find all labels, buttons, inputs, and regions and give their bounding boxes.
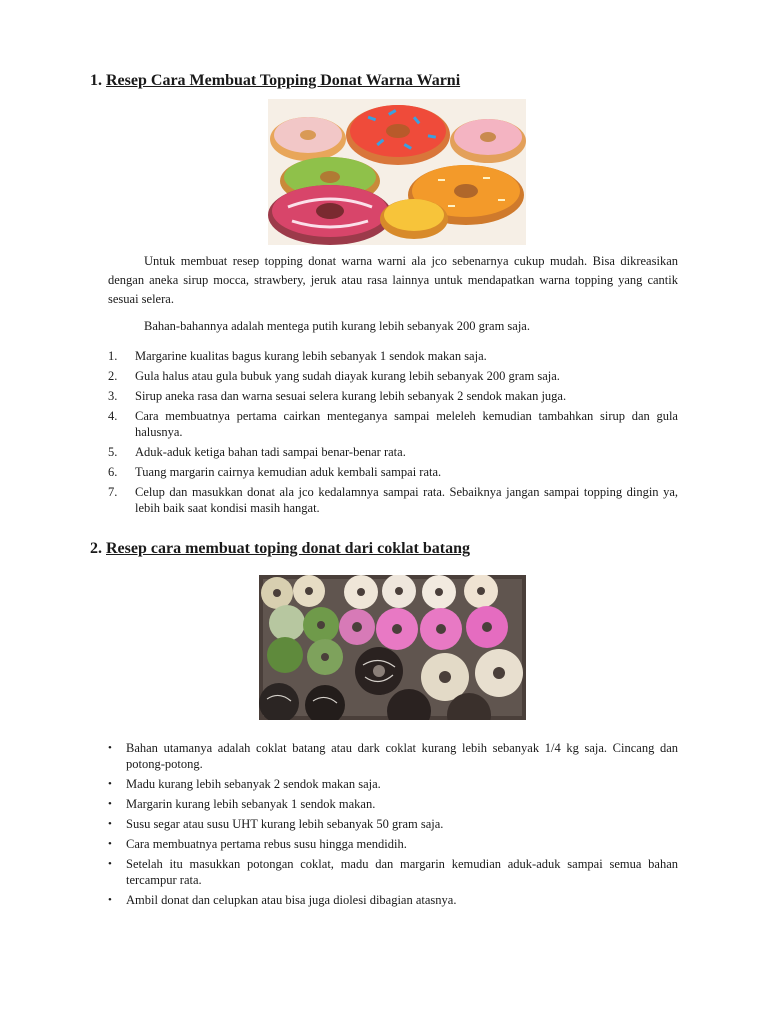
list-text: Celup dan masukkan donat ala jco kedalamnya sampai rata. Sebaiknya jangan sampai topping dingin ya, lebih baik saat kondisi masih hangat. (135, 485, 678, 515)
list-number: 7. (108, 485, 118, 499)
chocolate-donuts-image (259, 575, 526, 720)
list-item (108, 484, 678, 516)
list-text: Bahan utamanya adalah coklat batang atau dark coklat kurang lebih sebanyak 1/4 kg saja. Cincang dan potong-potong. (126, 741, 678, 771)
list-text: Setelah itu masukkan potongan coklat, madu dan margarin kemudian aduk-aduk sampai semua bahan tercampur rata. (126, 857, 678, 887)
list-text: Cara membuatnya pertama rebus susu hingga mendidih. (126, 837, 407, 851)
list-item (108, 444, 678, 460)
list-item (108, 388, 678, 404)
section-1-number: 1. (90, 72, 102, 89)
section-2-title: Resep cara membuat toping donat dari coklat batang (106, 540, 471, 557)
list-item (108, 776, 678, 792)
colorful-donuts-image (268, 99, 526, 245)
list-text: Gula halus atau gula bubuk yang sudah diayak kurang lebih sebanyak 200 gram saja. (135, 369, 560, 383)
bullet-icon: • (108, 798, 112, 810)
list-item (108, 740, 678, 772)
bullet-icon: • (108, 778, 112, 790)
list-item (108, 796, 678, 812)
list-text: Aduk-aduk ketiga bahan tadi sampai benar-benar rata. (135, 445, 406, 459)
list-item (108, 368, 678, 384)
list-number: 1. (108, 349, 118, 363)
section-2-heading (90, 540, 470, 558)
list-text: Cara membuatnya pertama cairkan menteganya sampai meleleh kemudian tambahkan sirup dan gula halusnya. (135, 409, 678, 439)
section-1-title: Resep Cara Membuat Topping Donat Warna Warni (106, 72, 461, 89)
bullet-icon: • (108, 838, 112, 850)
list-number: 2. (108, 369, 118, 383)
bullet-icon: • (108, 742, 112, 754)
section-1-heading (90, 72, 460, 90)
section-2-items (108, 740, 678, 912)
list-item (108, 464, 678, 480)
list-text: Madu kurang lebih sebanyak 2 sendok makan saja. (126, 777, 381, 791)
section-1-ingredients-intro: Bahan-bahannya adalah mentega putih kurang lebih sebanyak 200 gram saja. (144, 319, 530, 333)
bullet-icon: • (108, 818, 112, 830)
list-item (108, 836, 678, 852)
section-1-intro: Untuk membuat resep topping donat warna warni ala jco sebenarnya cukup mudah. Bisa dikreasikan dengan aneka sirup mocca, strawbery, jeruk atau rasa lainnya untuk mendapatkan warna topping yang cantik sesuai selera. (108, 254, 678, 306)
list-number: 6. (108, 465, 118, 479)
list-text: Sirup aneka rasa dan warna sesuai selera kurang lebih sebanyak 2 sendok makan juga. (135, 389, 567, 403)
list-item (108, 892, 678, 908)
list-text: Ambil donat dan celupkan atau bisa juga diolesi dibagian atasnya. (126, 893, 457, 907)
list-item (108, 348, 678, 364)
list-item (108, 816, 678, 832)
list-text: Susu segar atau susu UHT kurang lebih sebanyak 50 gram saja. (126, 817, 444, 831)
bullet-icon: • (108, 858, 112, 870)
list-text: Margarine kualitas bagus kurang lebih sebanyak 1 sendok makan saja. (135, 349, 487, 363)
list-item (108, 856, 678, 888)
list-number: 4. (108, 409, 118, 423)
list-item (108, 408, 678, 440)
list-number: 3. (108, 389, 118, 403)
section-2-number: 2. (90, 540, 102, 557)
list-text: Tuang margarin cairnya kemudian aduk kembali sampai rata. (135, 465, 442, 479)
bullet-icon: • (108, 894, 112, 906)
list-text: Margarin kurang lebih sebanyak 1 sendok makan. (126, 797, 376, 811)
section-1-steps (108, 348, 678, 520)
list-number: 5. (108, 445, 118, 459)
